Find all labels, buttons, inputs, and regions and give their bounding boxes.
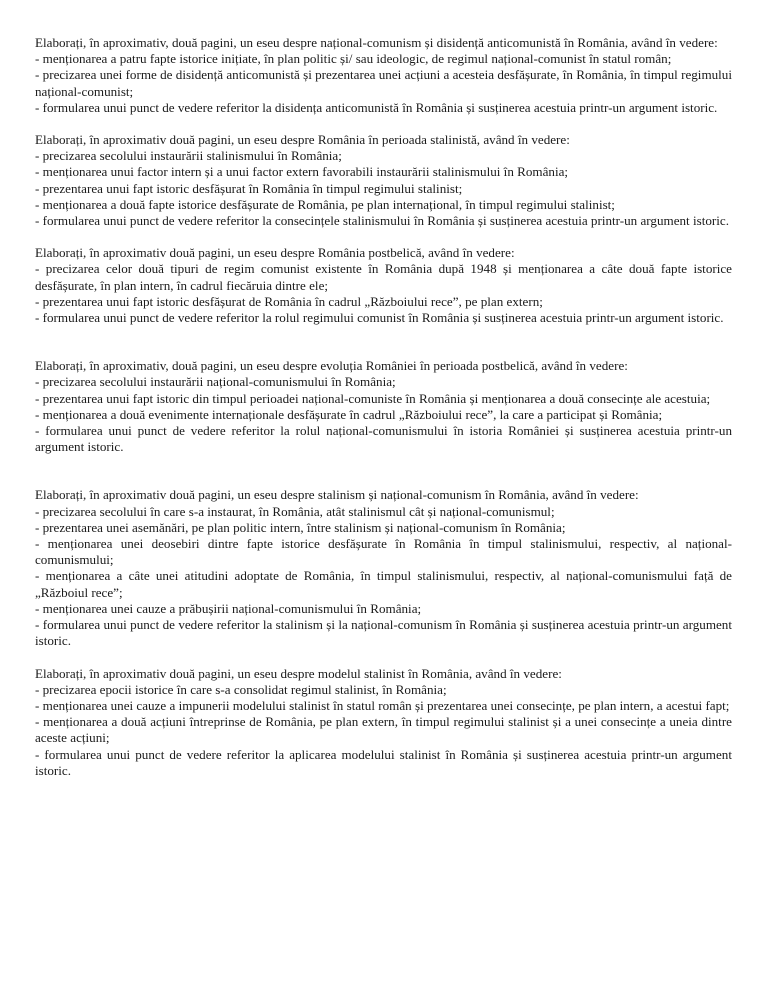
prompt-requirement: - precizarea secolului instaurării stalinismului în România; xyxy=(35,148,342,164)
prompt-requirement: - menționarea a patru fapte istorice inițiate, în plan politic și/ sau ideologic, de regimul național-comunist în statul român; xyxy=(35,51,672,67)
prompt-requirement: - formularea unui punct de vedere referitor la aplicarea modelului stalinist în România și susținerea acestuia printr-un argument istoric. xyxy=(35,746,732,778)
prompt-requirement: - precizarea secolului în care s-a instaurat, în România, atât stalinismul cât și național-comunismul; xyxy=(35,503,555,519)
essay-prompt-3 xyxy=(35,245,732,326)
prompt-requirement: - formularea unui punct de vedere referitor la rolul național-comunismului în istoria României și susținerea acestuia printr-un argument istoric. xyxy=(35,423,732,455)
prompt-requirement: - prezentarea unui fapt istoric desfășurat în România în timpul regimului stalinist; xyxy=(35,180,463,196)
prompt-intro: Elaborați, în aproximativ, două pagini, un eseu despre național-comunism și disidență anticomunistă în România, având în vedere: xyxy=(35,35,718,50)
prompt-requirement: - precizarea secolului instaurării național-comunismului în România; xyxy=(35,374,396,390)
prompt-requirement: - menționarea a două evenimente internaționale desfășurate în cadrul „Războiului rece”, la care a participat și România; xyxy=(35,406,663,422)
essay-prompt-5 xyxy=(35,487,732,649)
essay-prompt-2 xyxy=(35,132,732,229)
prompt-intro: Elaborați, în aproximativ două pagini, un eseu despre România postbelică, având în vedere: xyxy=(35,245,515,261)
prompt-requirement: - prezentarea unui fapt istoric din timpul perioadei național-comuniste în România și menționarea a două consecințe ale acestuia; xyxy=(35,390,711,406)
prompt-intro: Elaborați, în aproximativ două pagini, un eseu despre stalinism și național-comunism în România, având în vedere: xyxy=(35,487,639,503)
prompt-requirement: - menționarea a câte unei atitudini adoptate de România, în timpul stalinismului, respectiv, al național-comunismului față de „Războiul rece”; xyxy=(35,568,732,600)
prompt-requirement: - prezentarea unei asemănări, pe plan politic intern, între stalinism și național-comunism în România; xyxy=(35,519,566,535)
prompt-requirement: - menționarea a două fapte istorice desfășurate de România, pe plan internațional, în timpul regimului stalinist; xyxy=(35,196,615,212)
prompt-intro: Elaborați, în aproximativ două pagini, un eseu despre modelul stalinist în România, având în vedere: xyxy=(35,665,562,681)
prompt-intro: Elaborați, în aproximativ două pagini, un eseu despre România în perioada stalinistă, având în vedere: xyxy=(35,132,570,148)
prompt-requirement: - menționarea unui factor intern și a unui factor extern favorabili instaurării stalinismului în România; xyxy=(35,164,569,180)
essay-prompt-4 xyxy=(35,358,732,455)
prompt-requirement: - menționarea unei cauze a prăbușirii național-comunismului în România; xyxy=(35,600,422,616)
prompt-requirement: - precizarea unei forme de disidență anticomunistă și prezentarea unei acțiuni a acesteia desfășurate, în România, în timpul regimului național-comunist; xyxy=(35,67,732,99)
essay-prompt-6 xyxy=(35,666,732,779)
prompt-requirement: - menționarea a două acțiuni întreprinse de România, pe plan extern, în timpul regimului stalinist și a unei consecințe a uneia dintre aceste acțiuni; xyxy=(35,714,732,746)
paragraph-spacer xyxy=(35,116,732,132)
prompt-requirement: - prezentarea unui fapt istoric desfășurat de România în cadrul „Războiului rece”, pe plan extern; xyxy=(35,293,543,309)
prompt-requirement: - formularea unui punct de vedere referitor la consecințele stalinismului în România și susținerea acestuia printr-un argument istoric. xyxy=(35,213,729,229)
prompt-requirement: - precizarea epocii istorice în care s-a consolidat regimul stalinist, în România; xyxy=(35,681,447,697)
paragraph-spacer xyxy=(35,455,732,487)
prompt-intro: Elaborați, în aproximativ, două pagini, un eseu despre evoluția României în perioada postbelică, având în vedere: xyxy=(35,358,628,374)
paragraph-spacer xyxy=(35,326,732,358)
essay-prompt-1 xyxy=(35,35,732,116)
prompt-requirement: - formularea unui punct de vedere referitor la disidența anticomunistă în România și susținerea acestuia printr-un argument istoric. xyxy=(35,99,718,115)
document-page xyxy=(35,35,732,779)
paragraph-spacer xyxy=(35,650,732,666)
prompt-requirement: - formularea unui punct de vedere referitor la stalinism și la național-comunism în România și susținerea acestuia printr-un argument istoric. xyxy=(35,617,732,649)
prompt-requirement: - menționarea unei deosebiri dintre fapte istorice desfășurate în România în timpul stalinismului, respectiv, al național-comunismului; xyxy=(35,536,732,568)
prompt-requirement: - formularea unui punct de vedere referitor la rolul regimului comunist în România și susținerea acestuia printr-un argument istoric. xyxy=(35,310,724,326)
paragraph-spacer xyxy=(35,229,732,245)
prompt-requirement: - precizarea celor două tipuri de regim comunist existente în România după 1948 și menționarea a câte două fapte istorice desfășurate, în plan intern, în cadrul fiecăruia dintre ele; xyxy=(35,261,732,293)
prompt-requirement: - menționarea unei cauze a impunerii modelului stalinist în statul român și prezentarea unei consecințe, pe plan intern, a acestui fapt; xyxy=(35,697,730,713)
